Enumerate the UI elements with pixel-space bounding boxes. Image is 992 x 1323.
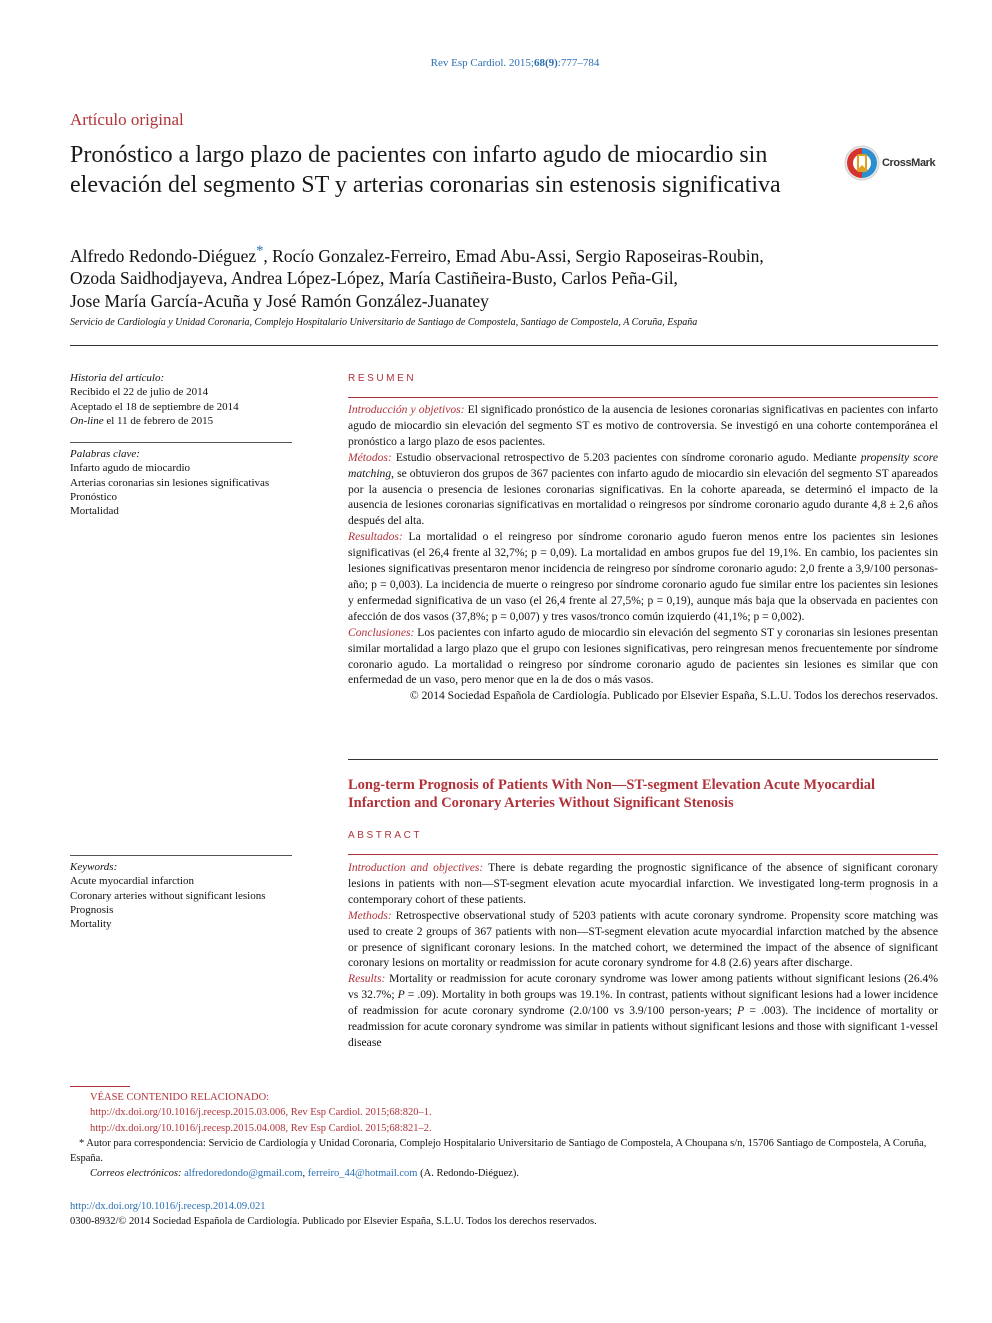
abstract-methods: Retrospective observational study of 5203 patients with acute coronary syndrome. Propensity score matching was used to create 2 groups of 367 patients with non—ST-segment elevation acute myocardial infarction matched by the absence or presence of significant coronary lesions. In the matched cohort, we determined the impact of the absence of significant coronary lesions on mortality or readmission for acute coronary syndrome for 4.8 (2.6) years after discharge. [348,908,938,970]
keyword-es-item: Pronóstico [70,490,118,503]
history-online: el 11 de febrero de 2015 [103,414,214,427]
history-accepted: Aceptado el 18 de septiembre de 2014 [70,400,239,413]
resumen-body [348,402,938,704]
corresponding-author: Alfredo Redondo-Diéguez [70,245,257,266]
related-link[interactable]: http://dx.doi.org/10.1016/j.recesp.2015.03.006, Rev Esp Cardiol. 2015;68:820–1. [90,1107,432,1119]
journal-pages: :777–784 [557,57,600,69]
keyword-es-item: Mortalidad [70,505,119,518]
keyword-es-item: Arterias coronarias sin lesiones significativas [70,476,270,489]
corresponding-author-mark[interactable]: * [256,243,264,259]
resumen-divider [348,397,938,398]
keywords-es [70,447,292,518]
resumen-results-label: Resultados: [348,530,403,544]
abstract-body [348,860,938,1051]
crossmark-icon [843,144,881,182]
related-link[interactable]: http://dx.doi.org/10.1016/j.recesp.2015.04.008, Rev Esp Cardiol. 2015;68:821–2. [90,1122,432,1134]
abstract-intro: There is debate regarding the prognostic significance of the absence of significant coronary lesions in patients with non—ST-segment elevation acute myocardial infarction. We investigated long-term prognosis in a contemporary cohort of these patients. [348,861,938,906]
keyword-en-item: Mortality [70,918,112,931]
resumen-heading: RESUMEN [348,373,417,384]
resumen-copyright: © 2014 Sociedad Española de Cardiología. Publicado por Elsevier España, S.L.U. Todos los derechos reservados. [409,689,938,703]
resumen-results: La mortalidad o el reingreso por síndrome coronario agudo fueron menos entre los pacientes sin lesiones significativas (el 26,4 frente al 32,7%; p = 0,09). La mortalidad en ambos grupos fue del 19,1%. En cambio, los pacientes sin lesiones significativas presentaron menor incidencia de reingreso por síndrome coronario agudo: 2,0 frente a 3,9/100 personas-año; p = 0,003). La incidencia de muerte o reingreso por síndrome coronario agudo fue similar entre los pacientes sin lesiones y enfermedad significativa de un vaso (el 26,4 frente al 27,5%; p = 0,19), aunque más baja que la observada en pacientes con afección de dos vasos (37,8%; p = 0,007) y tres vasos/tronco común izquierdo (41,1%; p = 0,002). [348,530,938,623]
keywords-en-divider [70,855,292,856]
resumen-intro-label: Introducción y objetivos: [348,403,465,416]
keyword-en-item: Acute myocardial infarction [70,875,195,888]
header-divider [70,345,938,346]
journal-volume: 68(9) [533,57,558,69]
keyword-es-item: Infarto agudo de miocardio [70,462,191,475]
doi-link[interactable]: http://dx.doi.org/10.1016/j.recesp.2014.09.021 [70,1201,266,1212]
issn-copyright: 0300-8932/© 2014 Sociedad Española de Cardiología. Publicado por Elsevier España, S.L.U. Todos los derechos reservados. [70,1216,597,1227]
section-divider [348,759,938,760]
article-history [70,371,292,428]
abstract-p-value: P [737,1004,745,1018]
resumen-conclusions: Los pacientes con infarto agudo de miocardio sin elevación del segmento ST y coronarias sin lesiones presentan similar mortalidad a largo plazo que el grupo con lesiones significativas, pero reingresan menos frecuentemente por síndrome coronario agudo. La mortalidad o reingreso por síndrome coronario agudo de pacientes sin lesiones es similar que con enfermedad de un vaso, pero menor que en la de dos o más vasos. [348,625,938,687]
abstract-p-value: P [397,988,405,1002]
resumen-conclusions-label: Conclusiones: [348,625,415,639]
journal-reference[interactable] [0,57,992,69]
abstract-results-label: Results: [348,972,386,986]
keyword-en-item: Prognosis [70,903,114,916]
corresponding-address: Autor para correspondencia: Servicio de Cardiología y Unidad Coronaria, Complejo Hospitalario Universitario de Santiago de Compostela, A Choupana s/n, 15706 Santiago de Compostela, A Coruña, España. [70,1137,927,1165]
crossmark-label: CrossMark [882,157,936,169]
email-link[interactable]: alfredoredondo@gmail.com [184,1168,303,1180]
abstract-results-c: = .003). The incidence of mortality or readmission for acute coronary syndrome was similar in patients without significant lesions and those with significant 1-vessel disease [348,1004,938,1049]
abstract-results-b: = .09). Mortality in both groups was 19.1%. In contrast, patients without significant lesions had a lower incidence of readmission for acute coronary syndrome (2.0/100 vs 3.9/100 person-years; [348,988,938,1018]
email-separator: , [302,1168,308,1180]
author-line-3: Jose María García-Acuña y José Ramón González-Juanatey [70,290,489,311]
resumen-methods-a: Estudio observacional retrospectivo de 5.203 pacientes con síndrome coronario agudo. Mediante [391,450,861,464]
english-title: Long-term Prognosis of Patients With Non—ST-segment Elevation Acute Myocardial Infarction and Coronary Arteries Without Significant Stenosis [348,777,876,811]
keywords-en-heading: Keywords: [70,861,118,873]
corresponding-mark: * [79,1137,85,1149]
affiliation: Servicio de Cardiología y Unidad Coronaria, Complejo Hospitalario Universitario de Santiago de Compostela, Santiago de Compostela, A Coruña, España [70,317,698,328]
resumen-methods-b: , se obtuvieron dos grupos de 367 pacientes con infarto agudo de miocardio sin elevación del segmento ST apareados por la ausencia o presencia de lesiones coronarias significativas. En la cohorte apareada, se determinó el impacto de la ausencia de lesiones coronarias significativas en mortalidad o reingresos por síndrome coronario agudo durante 4,8 ± 2,6 años después del alta. [348,466,938,528]
abstract-divider [348,854,938,855]
footnotes [70,1090,938,1182]
email-owner: (A. Redondo-Diéguez). [417,1168,519,1180]
crossmark-badge[interactable] [843,143,943,183]
article-title: Pronóstico a largo plazo de pacientes con infarto agudo de miocardio sin elevación del segmento ST y arterias coronarias sin estenosis significativa [70,142,781,198]
resumen-methods-em: propensity score matching [348,450,938,480]
related-heading: VÉASE CONTENIDO RELACIONADO: [90,1092,270,1103]
author-line-1: , Rocío Gonzalez-Ferreiro, Emad Abu-Assi, Sergio Raposeiras-Roubin, [263,245,764,266]
history-heading: Historia del artículo: [70,372,165,384]
abstract-results-a: Mortality or readmission for acute coronary syndrome was lower among patients without significant lesions (26.4% vs 32.7%; [348,972,938,1002]
abstract-methods-label: Methods: [348,908,392,922]
author-line-2: Ozoda Saidhodjayeva, Andrea López-López, María Castiñeira-Busto, Carlos Peña-Gil, [70,268,678,289]
history-received: Recibido el 22 de julio de 2014 [70,386,209,399]
abstract-intro-label: Introduction and objectives: [348,861,484,874]
journal-ref-prefix: Rev Esp Cardiol. 2015; [430,57,534,69]
resumen-methods-label: Métodos: [348,450,392,464]
email-link[interactable]: ferreiro_44@hotmail.com [307,1168,418,1180]
abstract-heading: ABSTRACT [348,830,423,841]
email-label: Correos electrónicos: [90,1168,182,1180]
article-type: Artículo original [70,110,184,129]
author-list [70,240,950,312]
keyword-en-item: Coronary arteries without significant lesions [70,889,266,902]
history-divider [70,442,292,443]
keywords-es-heading: Palabras clave: [70,448,140,460]
footnote-rule [70,1086,130,1087]
resumen-intro: El significado pronóstico de la ausencia de lesiones coronarias significativas en pacientes con infarto agudo de miocardio sin elevación del segmento ST es motivo de controversia. Se investigó en una cohorte contemporánea el pronóstico a largo plazo de esos pacientes. [348,403,938,448]
keywords-en [70,860,292,931]
history-online-label: On-line [70,414,104,427]
